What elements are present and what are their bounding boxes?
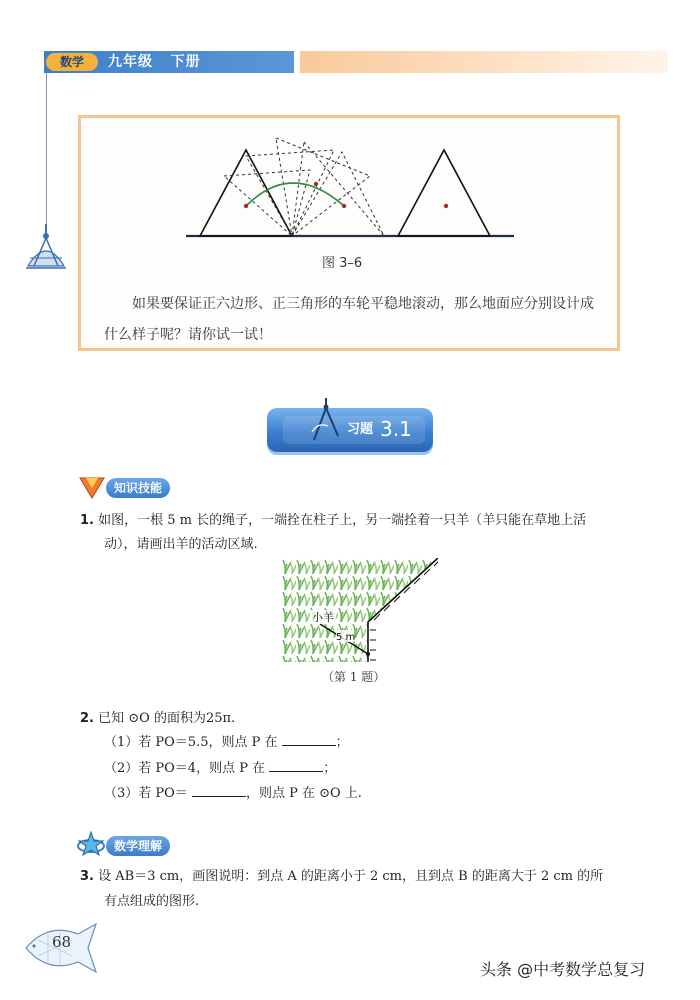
- problem-2-part-1-text: （1）若 PO＝5.5，则点 P 在: [104, 735, 278, 750]
- answer-blank[interactable]: [192, 782, 246, 797]
- problem-1-number: 1.: [80, 513, 94, 528]
- problem-3-line-1: [80, 865, 620, 889]
- rope-length-label: 5 m: [336, 632, 356, 643]
- grade-label: 九年级 下册: [108, 54, 201, 70]
- activity-paragraph: 如果要保证正六边形、正三角形的车轮平稳地滚动，那么地面应分别设计成什么样子呢？请你试一试！: [104, 296, 594, 343]
- problem-3-line-2: 有点组成的图形.: [104, 894, 200, 909]
- section-tag-knowledge: 知识技能: [106, 478, 170, 498]
- problem-2-part-2-end: ；: [323, 761, 337, 776]
- problem-3-text: 设 AB＝3 cm，画图说明：到点 A 的距离小于 2 cm，且到点 B 的距离大于 2 cm 的所: [98, 869, 604, 884]
- rolling-triangle-figure: [184, 130, 516, 242]
- compass-icon: [306, 396, 346, 446]
- problem-2-part-1-end: ；: [335, 735, 349, 750]
- sheep-label: 小羊: [312, 611, 334, 624]
- problem-2-part-3: [104, 782, 362, 806]
- watermark-text: 头条 @中考数学总复习: [480, 960, 646, 979]
- page-number: 68: [52, 933, 72, 951]
- side-rule: [46, 73, 47, 233]
- problem-2-stem: [80, 707, 235, 731]
- answer-blank[interactable]: [282, 731, 336, 746]
- problem-1-line-2: 动），请画出羊的活动区域.: [104, 537, 258, 552]
- problem-2-number: 2.: [80, 711, 94, 726]
- exercise-number: 3.1: [380, 417, 412, 441]
- problem-1-line-1: [80, 509, 620, 533]
- answer-blank[interactable]: [269, 757, 323, 772]
- problem-3-number: 3.: [80, 869, 94, 884]
- problem-2-part-1: [104, 731, 349, 755]
- star-orbit-icon: [76, 830, 106, 858]
- exercise-title: 习题: [347, 422, 374, 437]
- grass-field-figure: [282, 558, 438, 664]
- problem-2-part-2: [104, 757, 336, 781]
- subject-badge: 数学: [46, 53, 98, 71]
- problem-1-text: 如图，一根 5 m 长的绳子，一端拴在柱子上，另一端拴着一只羊（羊只能在草地上活: [98, 513, 587, 528]
- compass-decoration-icon: [24, 222, 68, 272]
- figure-caption: 图 3–6: [322, 256, 363, 271]
- problem-1-caption: （第 1 题）: [322, 670, 386, 684]
- header-accent-bar: [300, 51, 668, 73]
- problem-2-text: 已知 ⊙O 的面积为25π.: [98, 711, 236, 726]
- problem-2-part-3-end: ，则点 P 在 ⊙O 上.: [245, 786, 362, 801]
- section-tag-understanding: 数学理解: [106, 836, 170, 856]
- pencil-icon: [78, 474, 106, 500]
- problem-2-part-2-text: （2）若 PO＝4，则点 P 在: [104, 761, 266, 776]
- problem-2-part-3-text: （3）若 PO＝: [104, 786, 188, 801]
